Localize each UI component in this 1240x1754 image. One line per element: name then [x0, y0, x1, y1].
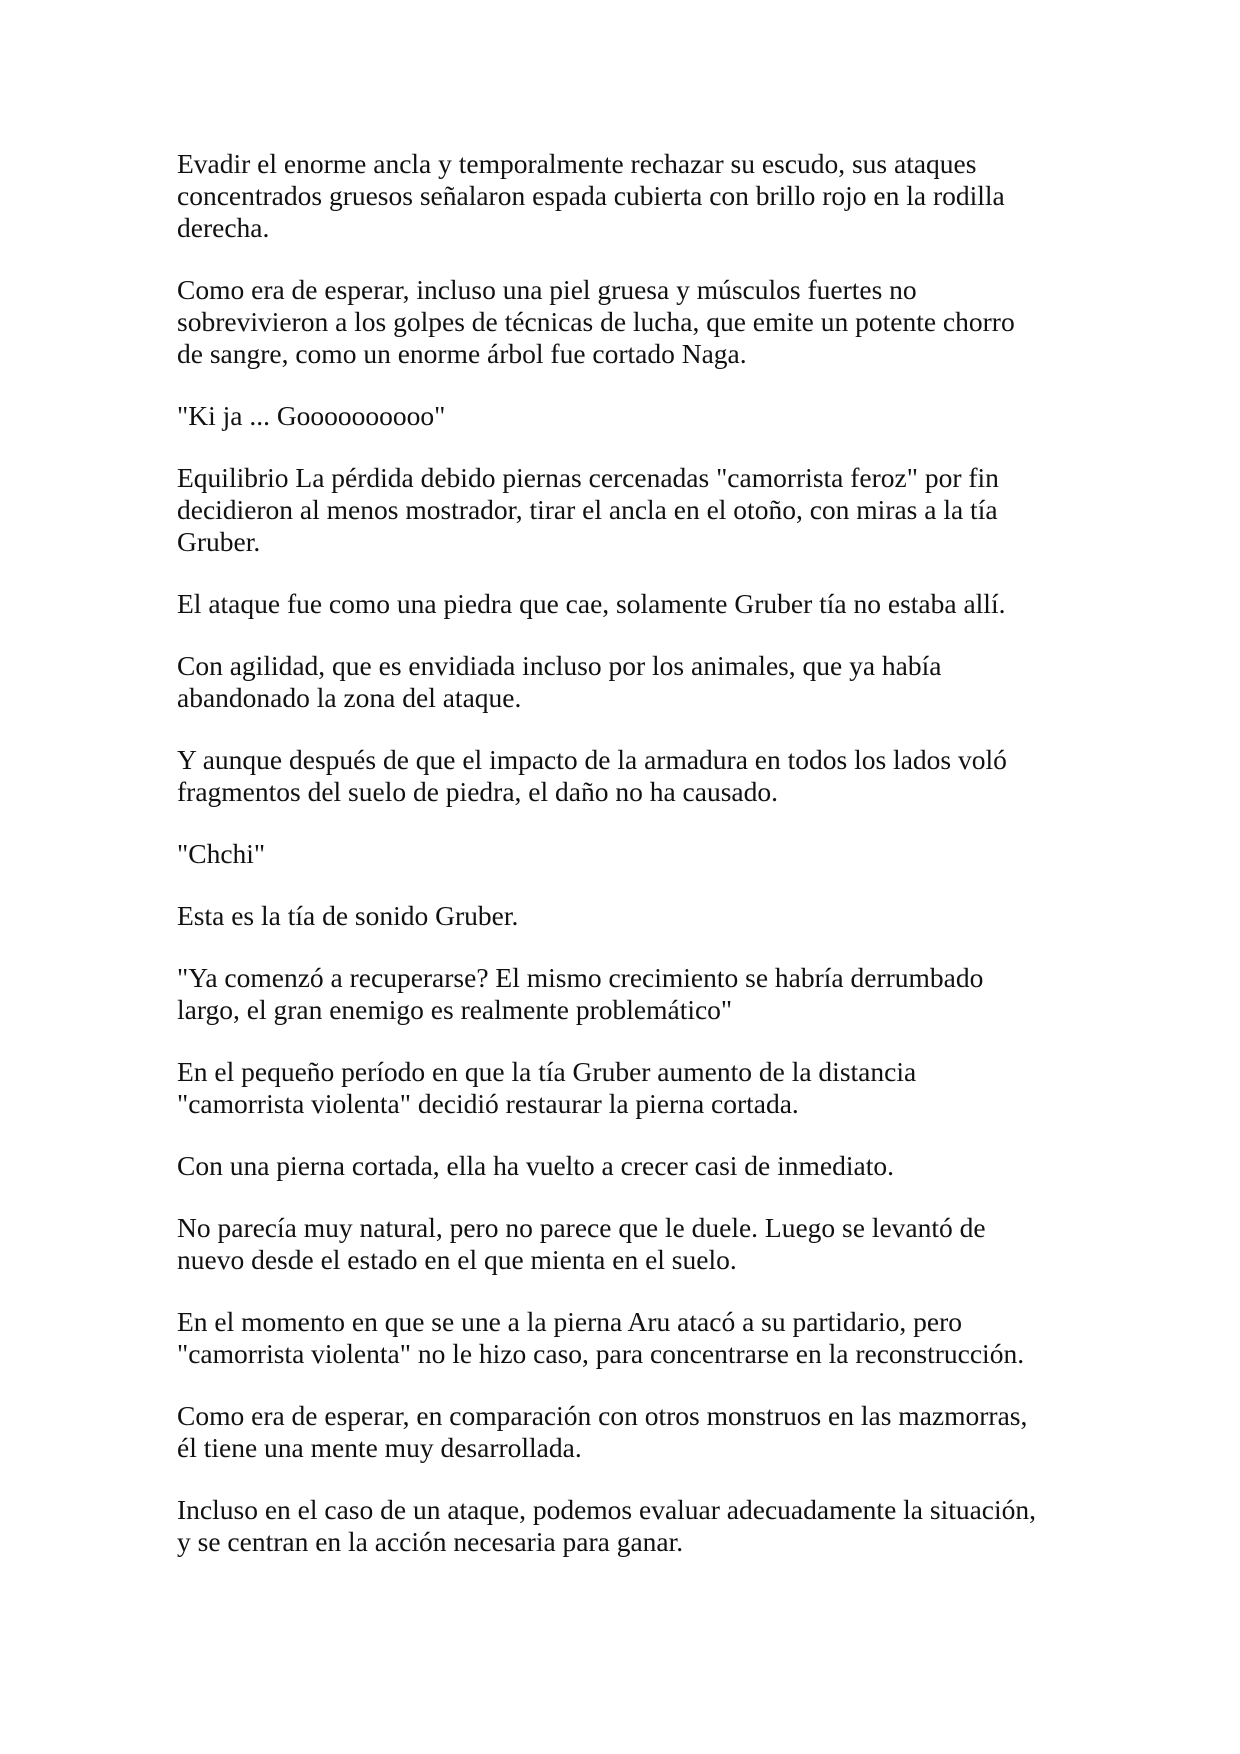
paragraph	[177, 1056, 1077, 1120]
text-line: fragmentos del suelo de piedra, el daño no ha causado.	[177, 776, 778, 807]
text-line: Incluso en el caso de un ataque, podemos evaluar adecuadamente la situación,	[177, 1494, 1037, 1525]
text-line: En el pequeño período en que la tía Gruber aumento de la distancia	[177, 1056, 917, 1087]
paragraph	[177, 400, 1077, 432]
text-line: "Ya comenzó a recuperarse? El mismo crecimiento se habría derrumbado	[177, 962, 984, 993]
text-line: él tiene una mente muy desarrollada.	[177, 1432, 582, 1463]
text-line: sobrevivieron a los golpes de técnicas de lucha, que emite un potente chorro	[177, 306, 1015, 337]
text-line: "camorrista violenta" no le hizo caso, para concentrarse en la reconstrucción.	[177, 1338, 1025, 1369]
paragraph	[177, 462, 1077, 558]
paragraph	[177, 148, 1077, 244]
text-line: "Chchi"	[177, 838, 266, 869]
paragraph	[177, 274, 1077, 370]
text-line: "Ki ja ... Goooooooooo"	[177, 400, 446, 431]
text-line: Equilibrio La pérdida debido piernas cercenadas "camorrista feroz" por fin	[177, 462, 999, 493]
text-line: Como era de esperar, en comparación con otros monstruos en las mazmorras,	[177, 1400, 1028, 1431]
paragraph	[177, 900, 1077, 932]
paragraph	[177, 1306, 1077, 1370]
text-line: Y aunque después de que el impacto de la armadura en todos los lados voló	[177, 744, 1007, 775]
paragraph	[177, 1150, 1077, 1182]
text-line: Con una pierna cortada, ella ha vuelto a crecer casi de inmediato.	[177, 1150, 894, 1181]
text-line: El ataque fue como una piedra que cae, solamente Gruber tía no estaba allí.	[177, 588, 1006, 619]
text-line: concentrados gruesos señalaron espada cubierta con brillo rojo en la rodilla	[177, 180, 1005, 211]
text-line: largo, el gran enemigo es realmente problemático"	[177, 994, 733, 1025]
paragraph	[177, 1212, 1077, 1276]
document-body	[177, 148, 1077, 1588]
paragraph	[177, 962, 1077, 1026]
text-line: derecha.	[177, 212, 270, 243]
text-line: Con agilidad, que es envidiada incluso por los animales, que ya había	[177, 650, 942, 681]
paragraph	[177, 650, 1077, 714]
text-line: nuevo desde el estado en el que mienta en el suelo.	[177, 1244, 737, 1275]
paragraph	[177, 588, 1077, 620]
text-line: Gruber.	[177, 526, 261, 557]
text-line: Evadir el enorme ancla y temporalmente rechazar su escudo, sus ataques	[177, 148, 977, 179]
paragraph	[177, 1400, 1077, 1464]
text-line: En el momento en que se une a la pierna Aru atacó a su partidario, pero	[177, 1306, 962, 1337]
text-line: "camorrista violenta" decidió restaurar la pierna cortada.	[177, 1088, 799, 1119]
text-line: y se centran en la acción necesaria para ganar.	[177, 1526, 684, 1557]
text-line: de sangre, como un enorme árbol fue cortado Naga.	[177, 338, 747, 369]
text-line: Como era de esperar, incluso una piel gruesa y músculos fuertes no	[177, 274, 917, 305]
text-line: No parecía muy natural, pero no parece que le duele. Luego se levantó de	[177, 1212, 986, 1243]
text-line: decidieron al menos mostrador, tirar el ancla en el otoño, con miras a la tía	[177, 494, 998, 525]
text-line: abandonado la zona del ataque.	[177, 682, 522, 713]
paragraph	[177, 838, 1077, 870]
paragraph	[177, 744, 1077, 808]
text-line: Esta es la tía de sonido Gruber.	[177, 900, 519, 931]
paragraph	[177, 1494, 1077, 1558]
